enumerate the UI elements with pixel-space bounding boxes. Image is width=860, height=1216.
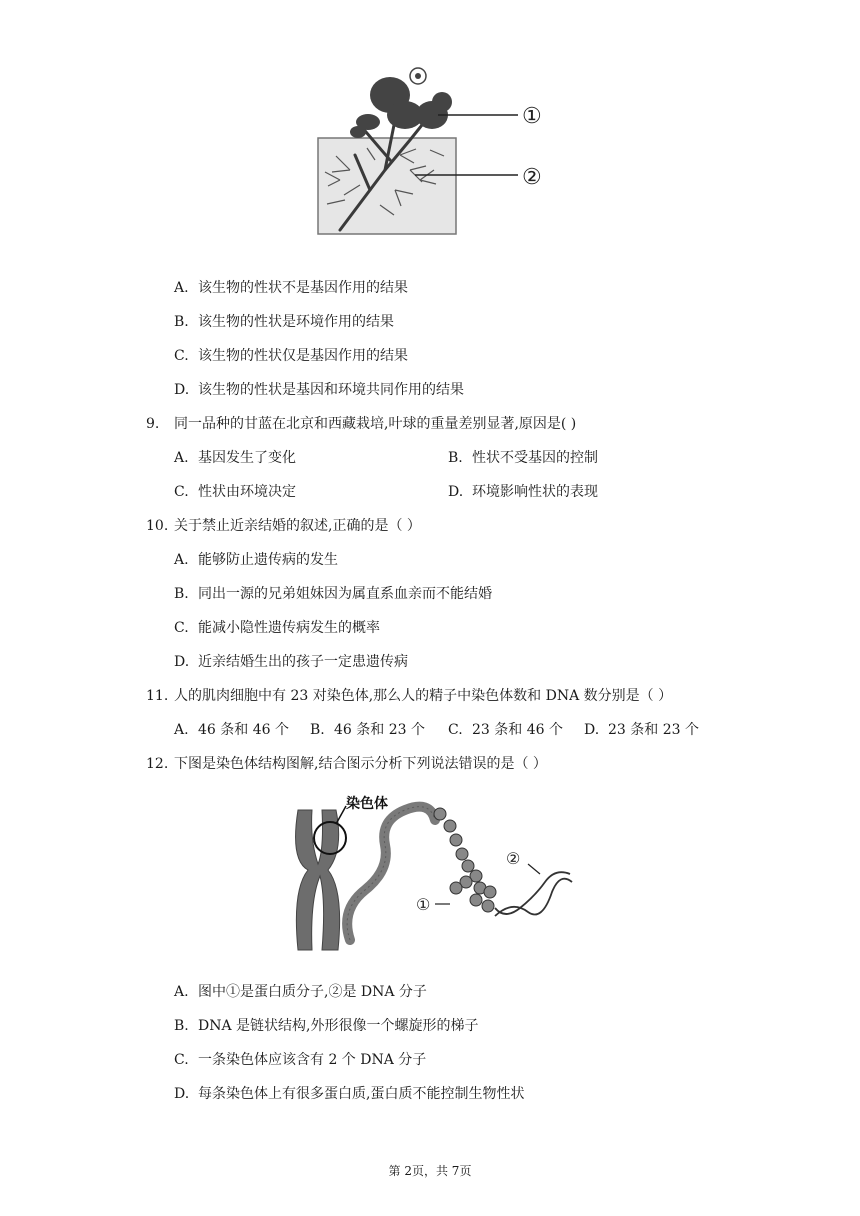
q9-stem: 9. 同一品种的甘蓝在北京和西藏栽培,叶球的重量差别显著,原因是( ) bbox=[146, 416, 577, 432]
q10-option-b: B. 同出一源的兄弟姐妹因为属直系血亲而不能结婚 bbox=[174, 586, 492, 602]
q8-option-a: A. 该生物的性状不是基因作用的结果 bbox=[174, 280, 408, 296]
q12-option-c: C. 一条染色体应该含有 2 个 DNA 分子 bbox=[174, 1052, 427, 1068]
q12-option-d: D. 每条染色体上有很多蛋白质,蛋白质不能控制生物性状 bbox=[174, 1086, 525, 1102]
q11-option-a: A. 46 条和 46 个 bbox=[174, 722, 289, 738]
q12-option-b: B. DNA 是链状结构,外形很像一个螺旋形的梯子 bbox=[174, 1018, 479, 1034]
dna-helix bbox=[495, 872, 572, 916]
page-footer: 第 2页，共 7页 bbox=[388, 1164, 472, 1178]
q12-stem: 12. 下图是染色体结构图解,结合图示分析下列说法错误的是（ ） bbox=[146, 756, 547, 772]
coiled-fiber bbox=[347, 807, 435, 940]
q11-option-b: B. 46 条和 23 个 bbox=[310, 722, 425, 738]
q9-option-c: C. 性状由环境决定 bbox=[174, 484, 296, 500]
chromosome-callout-2: ② bbox=[506, 849, 521, 868]
plant-figure bbox=[300, 60, 560, 240]
aerial-leaves bbox=[350, 77, 452, 138]
q10-option-a: A. 能够防止遗传病的发生 bbox=[174, 552, 338, 568]
q11-option-d: D. 23 条和 23 个 bbox=[584, 722, 699, 738]
q9-option-d: D. 环境影响性状的表现 bbox=[448, 484, 598, 500]
q10-stem: 10. 关于禁止近亲结婚的叙述,正确的是（ ） bbox=[146, 518, 421, 534]
chromosome-callout-1: ① bbox=[416, 895, 431, 914]
q9-option-b: B. 性状不受基因的控制 bbox=[448, 450, 598, 466]
q11-option-c: C. 23 条和 46 个 bbox=[448, 722, 563, 738]
q12-option-a: A. 图中①是蛋白质分子,②是 DNA 分子 bbox=[174, 984, 427, 1000]
q8-option-c: C. 该生物的性状仅是基因作用的结果 bbox=[174, 348, 408, 364]
chromosome-figure bbox=[280, 790, 590, 960]
q11-stem: 11. 人的肌肉细胞中有 23 对染色体,那么人的精子中染色体数和 DNA 数分别是（ ） bbox=[146, 688, 673, 704]
chromosome-label: 染色体 bbox=[346, 796, 388, 812]
q8-option-b: B. 该生物的性状是环境作用的结果 bbox=[174, 314, 394, 330]
chromosome-shape bbox=[296, 810, 340, 950]
callout-2: ② bbox=[522, 165, 542, 190]
q10-option-d: D. 近亲结婚生出的孩子一定患遗传病 bbox=[174, 654, 408, 670]
q9-option-a: A. 基因发生了变化 bbox=[174, 450, 296, 466]
callout-1: ① bbox=[522, 104, 542, 129]
nucleosome-beads bbox=[434, 808, 496, 912]
q10-option-c: C. 能减小隐性遗传病发生的概率 bbox=[174, 620, 380, 636]
q8-option-d: D. 该生物的性状是基因和环境共同作用的结果 bbox=[174, 382, 464, 398]
